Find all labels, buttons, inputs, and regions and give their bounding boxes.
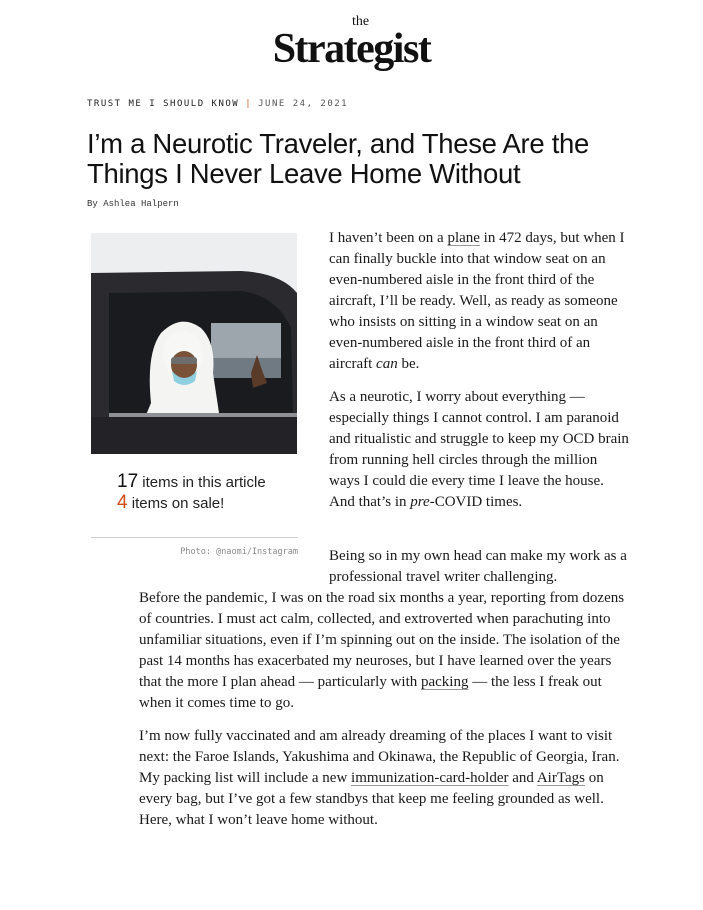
paragraph-3: [139, 588, 629, 714]
items-count: 17: [117, 471, 139, 492]
packing-link[interactable]: packing: [420, 674, 469, 690]
rubric: [87, 99, 348, 109]
rubric-separator: |: [245, 99, 253, 109]
paragraph-4: [139, 726, 629, 831]
p2-emphasis: pre-: [410, 494, 435, 510]
sale-count: 4: [117, 492, 128, 513]
p1-text-b: in 472 days, but when I can finally buckle into that window seat on an even-numbered aisle in the front third of the aircraft, I’ll be ready. Well, as ready as someone who insists on sitting in a window seat on an even-numbered aisle in the front third of an aircraft: [329, 230, 625, 372]
sale-count-text: items on sale!: [127, 495, 225, 512]
p3-text-b: Before the pandemic, I was on the road six months a year, reporting from dozens of countries. I must act calm, collected, and extroverted when parachuting into unfamiliar situations, even if I’m spinning out on the inside. The isolation of the past 14 months has exacerbated my neuroses, but I have learned over the years that the more I plan ahead — particularly with: [139, 590, 625, 690]
p4-text-b: and: [508, 770, 537, 786]
p2-text-b: COVID times.: [434, 494, 523, 510]
p4-text-a: I’m now fully vaccinated and am already dreaming of the places I want to visit next: the Faroe Islands, Yakushima and Okinawa, the Republic of Georgia, Iran. My packing list will include a new: [139, 728, 620, 786]
items-count-text: items in this article: [138, 474, 266, 491]
logo-name: Strategist: [272, 26, 431, 72]
p1-text-c: be.: [397, 356, 420, 372]
immunization-card-holder-link[interactable]: immunization-card-holder: [351, 770, 509, 786]
publish-date: JUNE 24, 2021: [258, 99, 349, 109]
p1-text-a: I haven’t been on a: [329, 230, 448, 246]
byline[interactable]: By Ashlea Halpern: [87, 199, 179, 209]
sale-count-line: [117, 493, 266, 514]
photo-divider: [91, 537, 298, 538]
logo-the: the: [351, 14, 370, 29]
paragraph-2: [329, 387, 629, 513]
items-count-line: [117, 472, 266, 493]
p4-text-c: on every bag, but I’ve got a few standbys that keep me feeling grounded as well. Here, what I won’t leave home without.: [139, 770, 604, 828]
photo-credit: Photo: @naomi/Instagram: [180, 547, 298, 557]
paragraph-3-lead: Being so in my own head can make my work as a professional travel writer challenging.: [329, 548, 627, 585]
photo-illustration: [91, 233, 297, 454]
paragraph-1: [329, 228, 629, 375]
items-summary[interactable]: [117, 472, 266, 514]
p2-text-a: As a neurotic, I worry about everything — especially things I cannot control. I am paranoid and ritualistic and struggle to keep my OCD brain from running hell circles through the million ways I could die every time I leave the house. And that’s in: [329, 389, 629, 510]
rubric-section[interactable]: TRUST ME I SHOULD KNOW: [87, 99, 240, 109]
article-headline: I’m a Neurotic Traveler, and These Are the Things I Never Leave Home Without: [87, 128, 590, 189]
plane-link[interactable]: plane: [447, 230, 480, 246]
p1-emphasis: can: [376, 356, 398, 372]
site-logo[interactable]: [0, 16, 703, 70]
airtags-link[interactable]: AirTags: [536, 770, 585, 786]
p3-text-c: — the less I freak out when it comes time to go.: [139, 674, 602, 711]
article-photo: [91, 233, 297, 454]
